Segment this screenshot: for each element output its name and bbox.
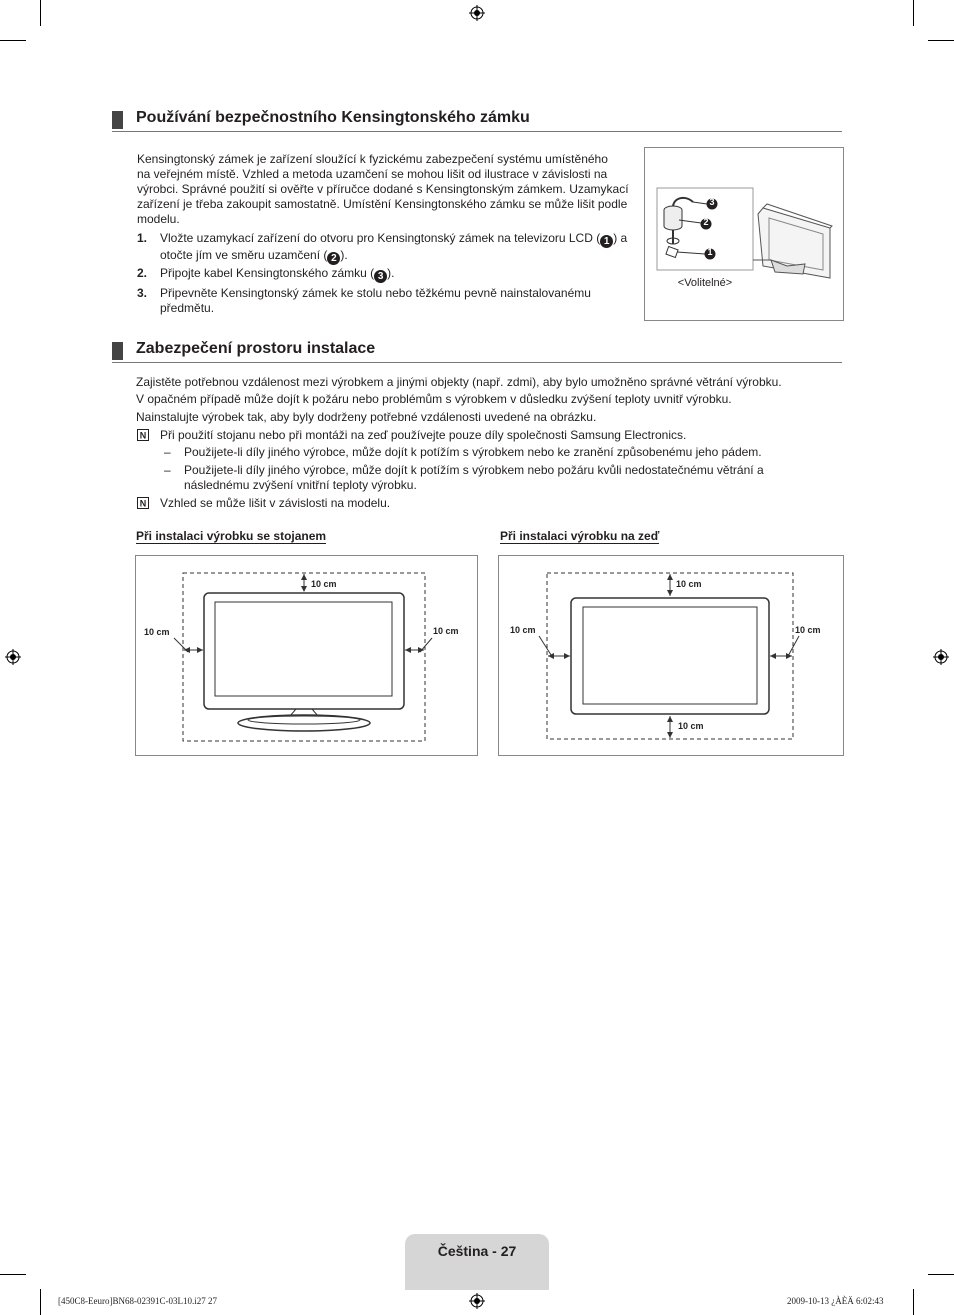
step-text: Připojte kabel Kensingtonského zámku ( 3 ). — [160, 266, 395, 282]
crop-mark — [913, 0, 914, 26]
crop-mark — [913, 1289, 914, 1315]
para-line: Zajistěte potřebnou vzdálenost mezi výrobkem a jinými objekty (např. zdmi), aby bylo umožněno správné větrání výrobku. — [136, 375, 782, 389]
crop-mark — [0, 1274, 26, 1275]
print-meta-right: 2009-10-13 ¿ÀÈÄ 6:02:43 — [787, 1296, 884, 1306]
callout-label: 2 — [703, 217, 709, 227]
section-installation-heading — [112, 340, 842, 363]
top-clearance-label: 10 cm — [311, 579, 337, 589]
step-1 — [137, 231, 642, 264]
top-clearance-label: 10 cm — [676, 579, 702, 589]
step-3 — [137, 286, 642, 316]
stand-clearance-illustration — [136, 556, 477, 755]
dash-text: následnému zvýšení vnitřní teploty výrobku. — [184, 478, 417, 492]
crop-mark — [0, 40, 26, 41]
para-line: V opačném případě může dojít k požáru nebo problémům s výrobkem v důsledku zvýšení teploty uvnitř výrobku. — [136, 392, 732, 406]
kensington-figure — [644, 147, 844, 321]
print-meta-left: [450C8-Eeuro]BN68-02391C-03L10.i27 27 — [58, 1296, 217, 1306]
callout-label: 3 — [709, 197, 715, 207]
svg-text:N: N — [139, 430, 147, 441]
right-clearance-label: 10 cm — [795, 625, 821, 635]
wall-clearance-diagram — [498, 555, 844, 756]
svg-text:N: N — [139, 498, 147, 509]
left-clearance-label: 10 cm — [510, 625, 536, 635]
bottom-clearance-label: 10 cm — [678, 721, 704, 731]
heading-bar — [112, 342, 123, 360]
callout-1-icon: 1 — [600, 235, 613, 248]
heading-bar — [112, 111, 123, 129]
para-line: Nainstalujte výrobek tak, aby byly dodrženy potřebné vzdálenosti uvedené na obrázku. — [136, 410, 597, 424]
note-icon — [137, 497, 149, 509]
registration-mark-icon — [5, 649, 21, 665]
dash-text: Použijete-li díly jiného výrobce, může dojít k potížím s výrobkem nebo požáru kvůli nedostatečnému větrání a — [184, 463, 764, 477]
registration-mark-icon — [469, 1293, 485, 1309]
intro-line: výrobci. Správné použití si ověřte v příručce dodané s Kensingtonským zámkem. Uzamykací — [137, 182, 629, 196]
section-title: Zabezpečení prostoru instalace — [136, 340, 376, 357]
kensington-intro — [137, 152, 642, 227]
crop-mark — [40, 0, 41, 26]
callout-2-icon: 2 — [327, 252, 340, 265]
dash-symbol: – — [164, 445, 171, 459]
section-kensington-heading — [112, 109, 842, 132]
intro-line: modelu. — [137, 212, 180, 226]
right-clearance-label: 10 cm — [433, 626, 459, 636]
intro-line: zařízení je třeba zakoupit samostatně. Umístění Kensingtonského zámku se může lišit podle — [137, 197, 628, 211]
step-2 — [137, 266, 642, 282]
note-text: Při použití stojanu nebo při montáži na zeď používejte pouze díly společnosti Samsung Electronics. — [160, 428, 687, 442]
figure-caption: <Volitelné> — [677, 277, 733, 289]
wall-clearance-illustration — [499, 556, 843, 755]
step-text: Vložte uzamykací zařízení do otvoru pro Kensingtonský zámek na televizoru LCD ( 1 ) a otočte jím ve směru uzamčení ( 2 ). — [160, 231, 628, 264]
section-title: Používání bezpečnostního Kensingtonského zámku — [136, 109, 530, 126]
callout-3-icon: 3 — [374, 270, 387, 283]
left-clearance-label: 10 cm — [144, 627, 170, 637]
intro-line: na veřejném místě. Vzhled a metoda uzamčení se mohou lišit od ilustrace v závislosti na — [137, 167, 608, 181]
note-text: Vzhled se může lišit v závislosti na modelu. — [160, 496, 391, 510]
crop-mark — [40, 1289, 41, 1315]
page-number-label: Čeština - 27 — [437, 1243, 517, 1259]
dash-text: Použijete-li díly jiného výrobce, může dojít k potížím s výrobkem nebo ke zranění způsobenému jeho pádem. — [184, 445, 762, 459]
dash-symbol: – — [164, 463, 171, 477]
note-icon — [137, 429, 149, 441]
stand-diagram-title: Při instalaci výrobku se stojanem — [136, 529, 327, 543]
wall-diagram-title: Při instalaci výrobku na zeď — [500, 529, 660, 543]
kensington-lock-illustration — [645, 148, 843, 320]
crop-mark — [928, 1274, 954, 1275]
step-number: 2. — [137, 266, 148, 280]
intro-line: Kensingtonský zámek je zařízení sloužící k fyzickému zabezpečení systému umístěného — [137, 152, 608, 166]
step-number: 1. — [137, 231, 148, 245]
step-number: 3. — [137, 286, 148, 300]
stand-clearance-diagram — [135, 555, 478, 756]
callout-label: 1 — [707, 247, 713, 257]
step-text: Připevněte Kensingtonský zámek ke stolu nebo těžkému pevně nainstalovanému předmětu. — [160, 286, 591, 315]
registration-mark-icon — [469, 5, 485, 21]
registration-mark-icon — [933, 649, 949, 665]
crop-mark — [928, 40, 954, 41]
